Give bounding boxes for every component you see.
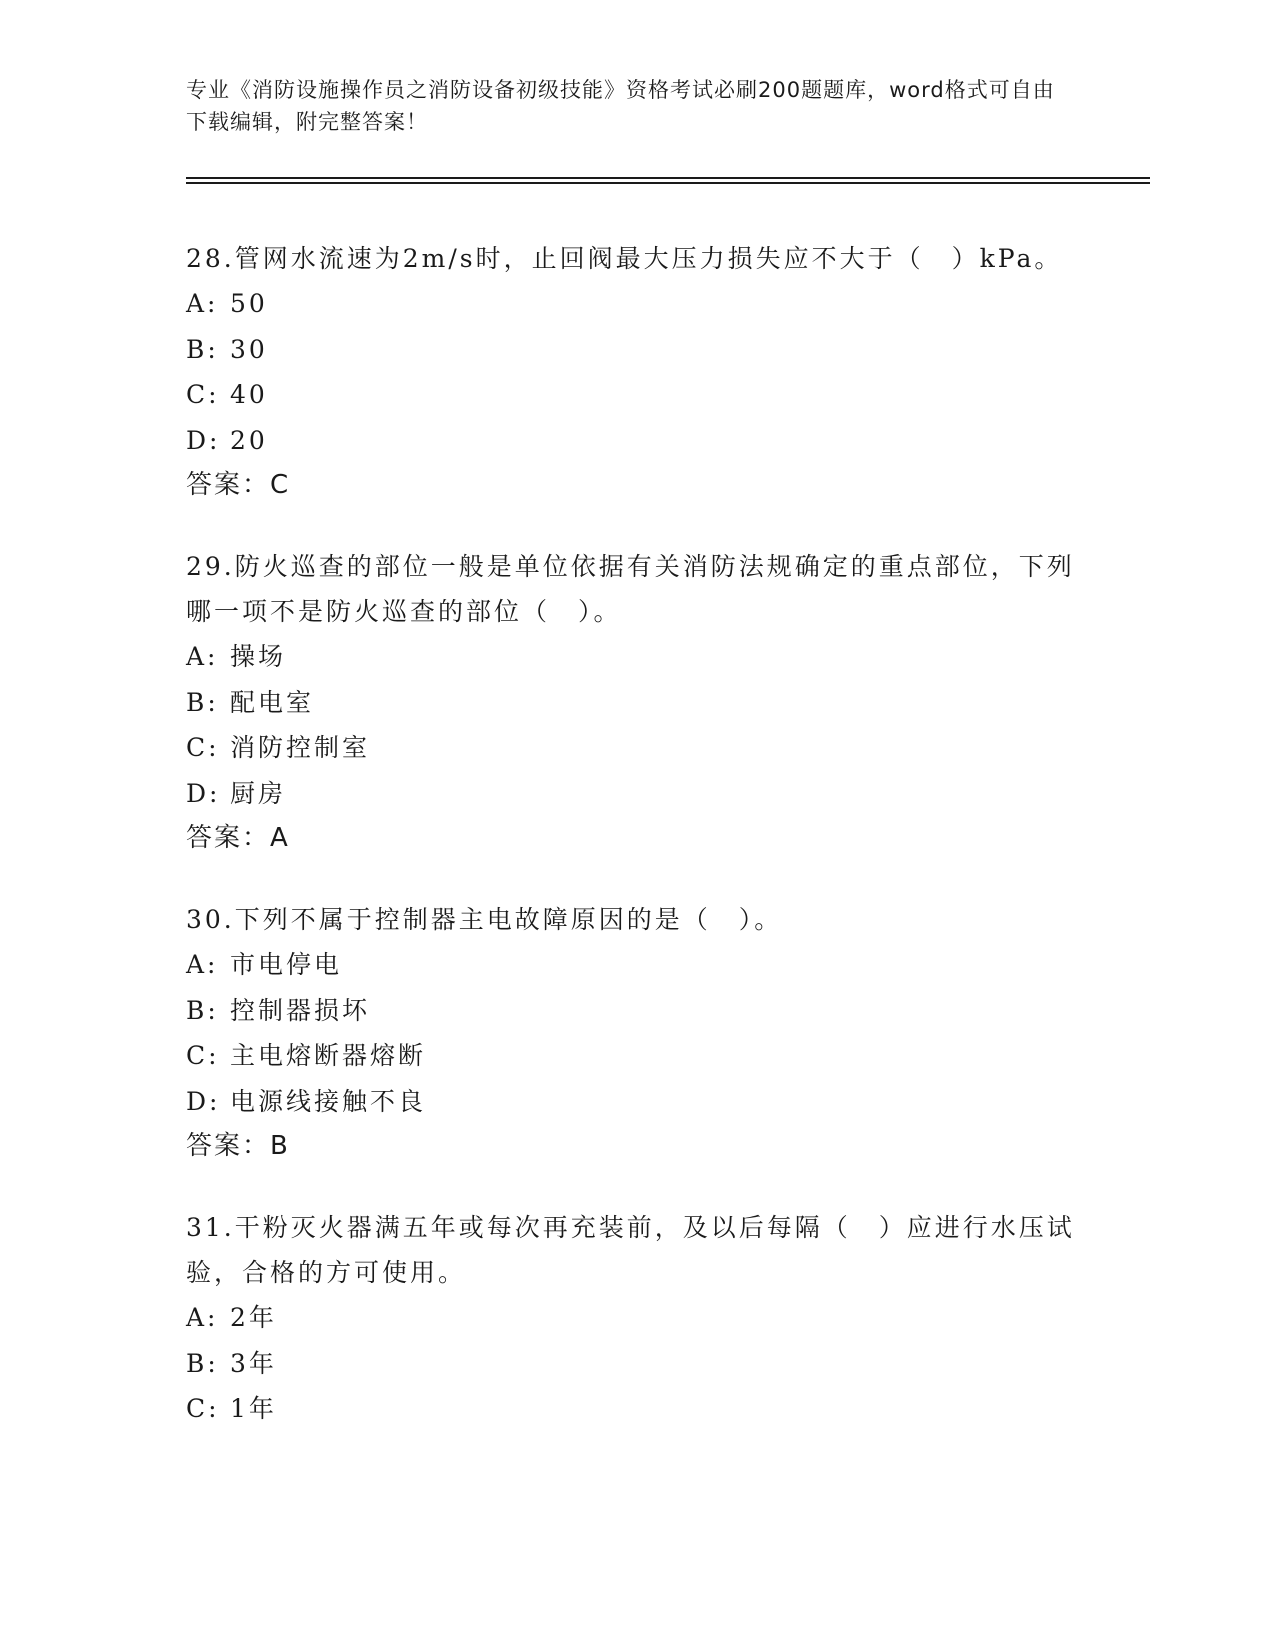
option-letter: D:	[186, 425, 221, 455]
option-b	[186, 988, 1086, 1034]
document-header: 专业《消防设施操作员之消防设备初级技能》资格考试必刷200题题库，word格式可自由下载编辑，附完整答案！	[186, 78, 1055, 134]
option-a	[186, 942, 1086, 988]
option-text: 控制器损坏	[230, 995, 371, 1025]
question-stem: 28.管网水流速为2m/s时，止回阀最大压力损失应不大于（ ）kPa。	[186, 244, 1063, 273]
option-text: 配电室	[230, 687, 315, 717]
answer-line: 答案：C	[186, 470, 291, 500]
option-d	[186, 418, 1086, 464]
option-text: 50	[230, 289, 268, 318]
option-text: 电源线接触不良	[230, 1086, 427, 1116]
option-letter: D:	[186, 778, 221, 808]
option-letter: D:	[186, 1086, 221, 1116]
option-text: 3年	[230, 1348, 277, 1378]
option-d	[186, 771, 1086, 817]
option-a	[186, 634, 1086, 680]
option-text: 厨房	[230, 778, 287, 808]
option-text: 主电熔断器熔断	[230, 1041, 427, 1070]
option-letter: B:	[186, 334, 219, 364]
option-letter: C:	[186, 1394, 220, 1423]
option-text: 20	[230, 425, 268, 455]
option-letter: A:	[186, 950, 219, 979]
option-b	[186, 680, 1086, 726]
option-text: 消防控制室	[230, 733, 371, 762]
option-text: 市电停电	[230, 950, 343, 979]
option-c	[186, 725, 1086, 771]
question-stem: 29.防火巡查的部位一般是单位依据有关消防法规确定的重点部位，下列哪一项不是防火巡查的部位（ ）。	[186, 552, 1075, 626]
question-stem: 30.下列不属于控制器主电故障原因的是（ ）。	[186, 905, 783, 934]
option-a	[186, 1295, 1086, 1341]
option-text: 操场	[230, 642, 287, 671]
question-stem: 31.干粉灭火器满五年或每次再充装前，及以后每隔（ ）应进行水压试验，合格的方可使用。	[186, 1213, 1075, 1287]
option-letter: A:	[186, 289, 219, 318]
option-letter: C:	[186, 733, 220, 762]
option-text: 1年	[230, 1394, 277, 1423]
option-text: 30	[230, 334, 268, 364]
question-31	[186, 1205, 1086, 1432]
option-text: 40	[230, 380, 268, 409]
option-c	[186, 372, 1086, 418]
option-letter: C:	[186, 1041, 220, 1070]
option-d	[186, 1079, 1086, 1125]
option-text: 2年	[230, 1303, 277, 1332]
header-divider-top	[186, 177, 1150, 179]
option-letter: A:	[186, 1303, 219, 1332]
question-30	[186, 897, 1086, 1168]
option-b	[186, 327, 1086, 373]
option-a	[186, 281, 1086, 327]
option-letter: B:	[186, 995, 219, 1025]
answer-line: 答案：A	[186, 823, 290, 853]
option-letter: C:	[186, 380, 220, 409]
option-c	[186, 1033, 1086, 1079]
header-divider-bottom	[186, 182, 1150, 184]
question-29	[186, 544, 1086, 860]
option-letter: B:	[186, 1348, 219, 1378]
question-28	[186, 236, 1086, 507]
option-letter: A:	[186, 642, 219, 671]
option-letter: B:	[186, 687, 219, 717]
question-list	[186, 236, 1086, 1469]
option-c	[186, 1386, 1086, 1432]
option-b	[186, 1341, 1086, 1387]
answer-line: 答案：B	[186, 1131, 290, 1161]
